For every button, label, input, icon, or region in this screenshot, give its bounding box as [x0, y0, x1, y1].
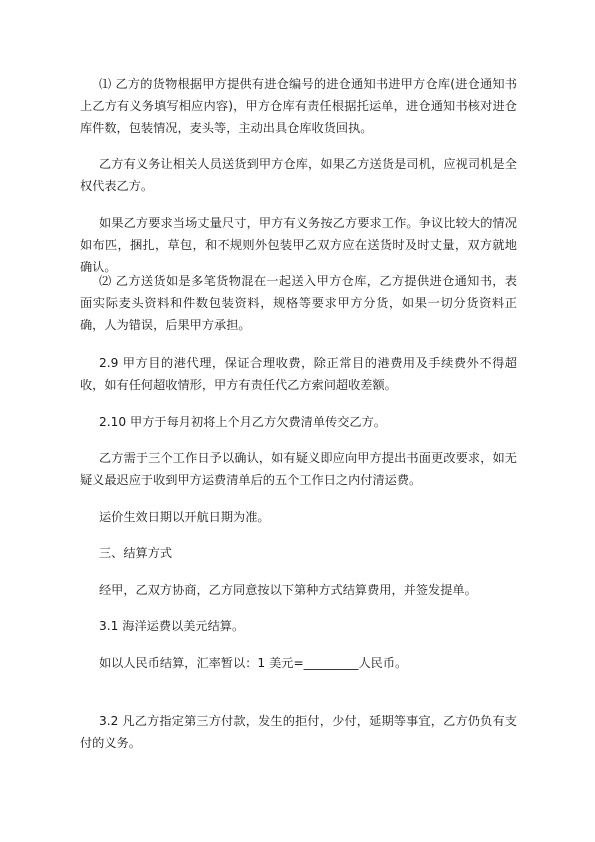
paragraph-clause-3-1: 3.1 海洋运费以美元结算。: [99, 619, 245, 633]
paragraph-confirmation: 乙方需于三个工作日予以确认，如有疑义即应向甲方提出书面更改要求，如无疑义最迟应于收到甲方运费清单后的五个工作日之内付清运费。: [80, 451, 517, 487]
paragraph-settlement-agreement: 经甲，乙双方协商，乙方同意按以下第种方式结算费用，并签发提单。: [99, 583, 477, 597]
paragraph-measurement: 如果乙方要求当场丈量尺寸，甲方有义务按乙方要求工作。争议比较大的情况如布匹，捆扎，草包，和不规则外包装甲乙双方应在送货时及时丈量，双方就地确认。: [80, 216, 517, 274]
paragraph-clause-2-10: 2.10 甲方于每月初将上个月乙方欠费清单传交乙方。: [99, 415, 386, 429]
paragraph-warehouse-receipt: ⑴ 乙方的货物根据甲方提供有进仓编号的进仓通知书进甲方仓库(进仓通知书上乙方有义务填写相应内容)，甲方仓库有责任根据托运单，进仓通知书核对进仓库件数，包装情况，麦头等，主动出具仓库收货回执。: [80, 77, 517, 135]
section-heading-settlement: 三、结算方式: [99, 546, 173, 560]
paragraph-effective-date: 运价生效日期以开航日期为准。: [99, 510, 270, 524]
paragraph-delivery-personnel: 乙方有义务让相关人员送货到甲方仓库，如果乙方送货是司机，应视司机是全权代表乙方。: [80, 157, 517, 193]
paragraph-exchange-rate: 如以人民币结算，汇率暂以：1 美元=_________人民币。: [99, 656, 408, 670]
paragraph-mixed-goods: ⑵ 乙方送货如是多笔货物混在一起送入甲方仓库，乙方提供进仓通知书，表面实际麦头资料和件数包装资料，规格等要求甲方分货，如果一切分货资料正确，人为错误，后果甲方承担。: [80, 274, 517, 332]
paragraph-clause-3-2: 3.2 凡乙方指定第三方付款，发生的拒付，少付，延期等事宜，乙方仍负有支付的义务。: [80, 714, 517, 750]
paragraph-clause-2-9: 2.9 甲方目的港代理，保证合理收费，除正常目的港费用及手续费外不得超收，如有任何超收情形，甲方有责任代乙方索问超收差额。: [80, 356, 517, 392]
